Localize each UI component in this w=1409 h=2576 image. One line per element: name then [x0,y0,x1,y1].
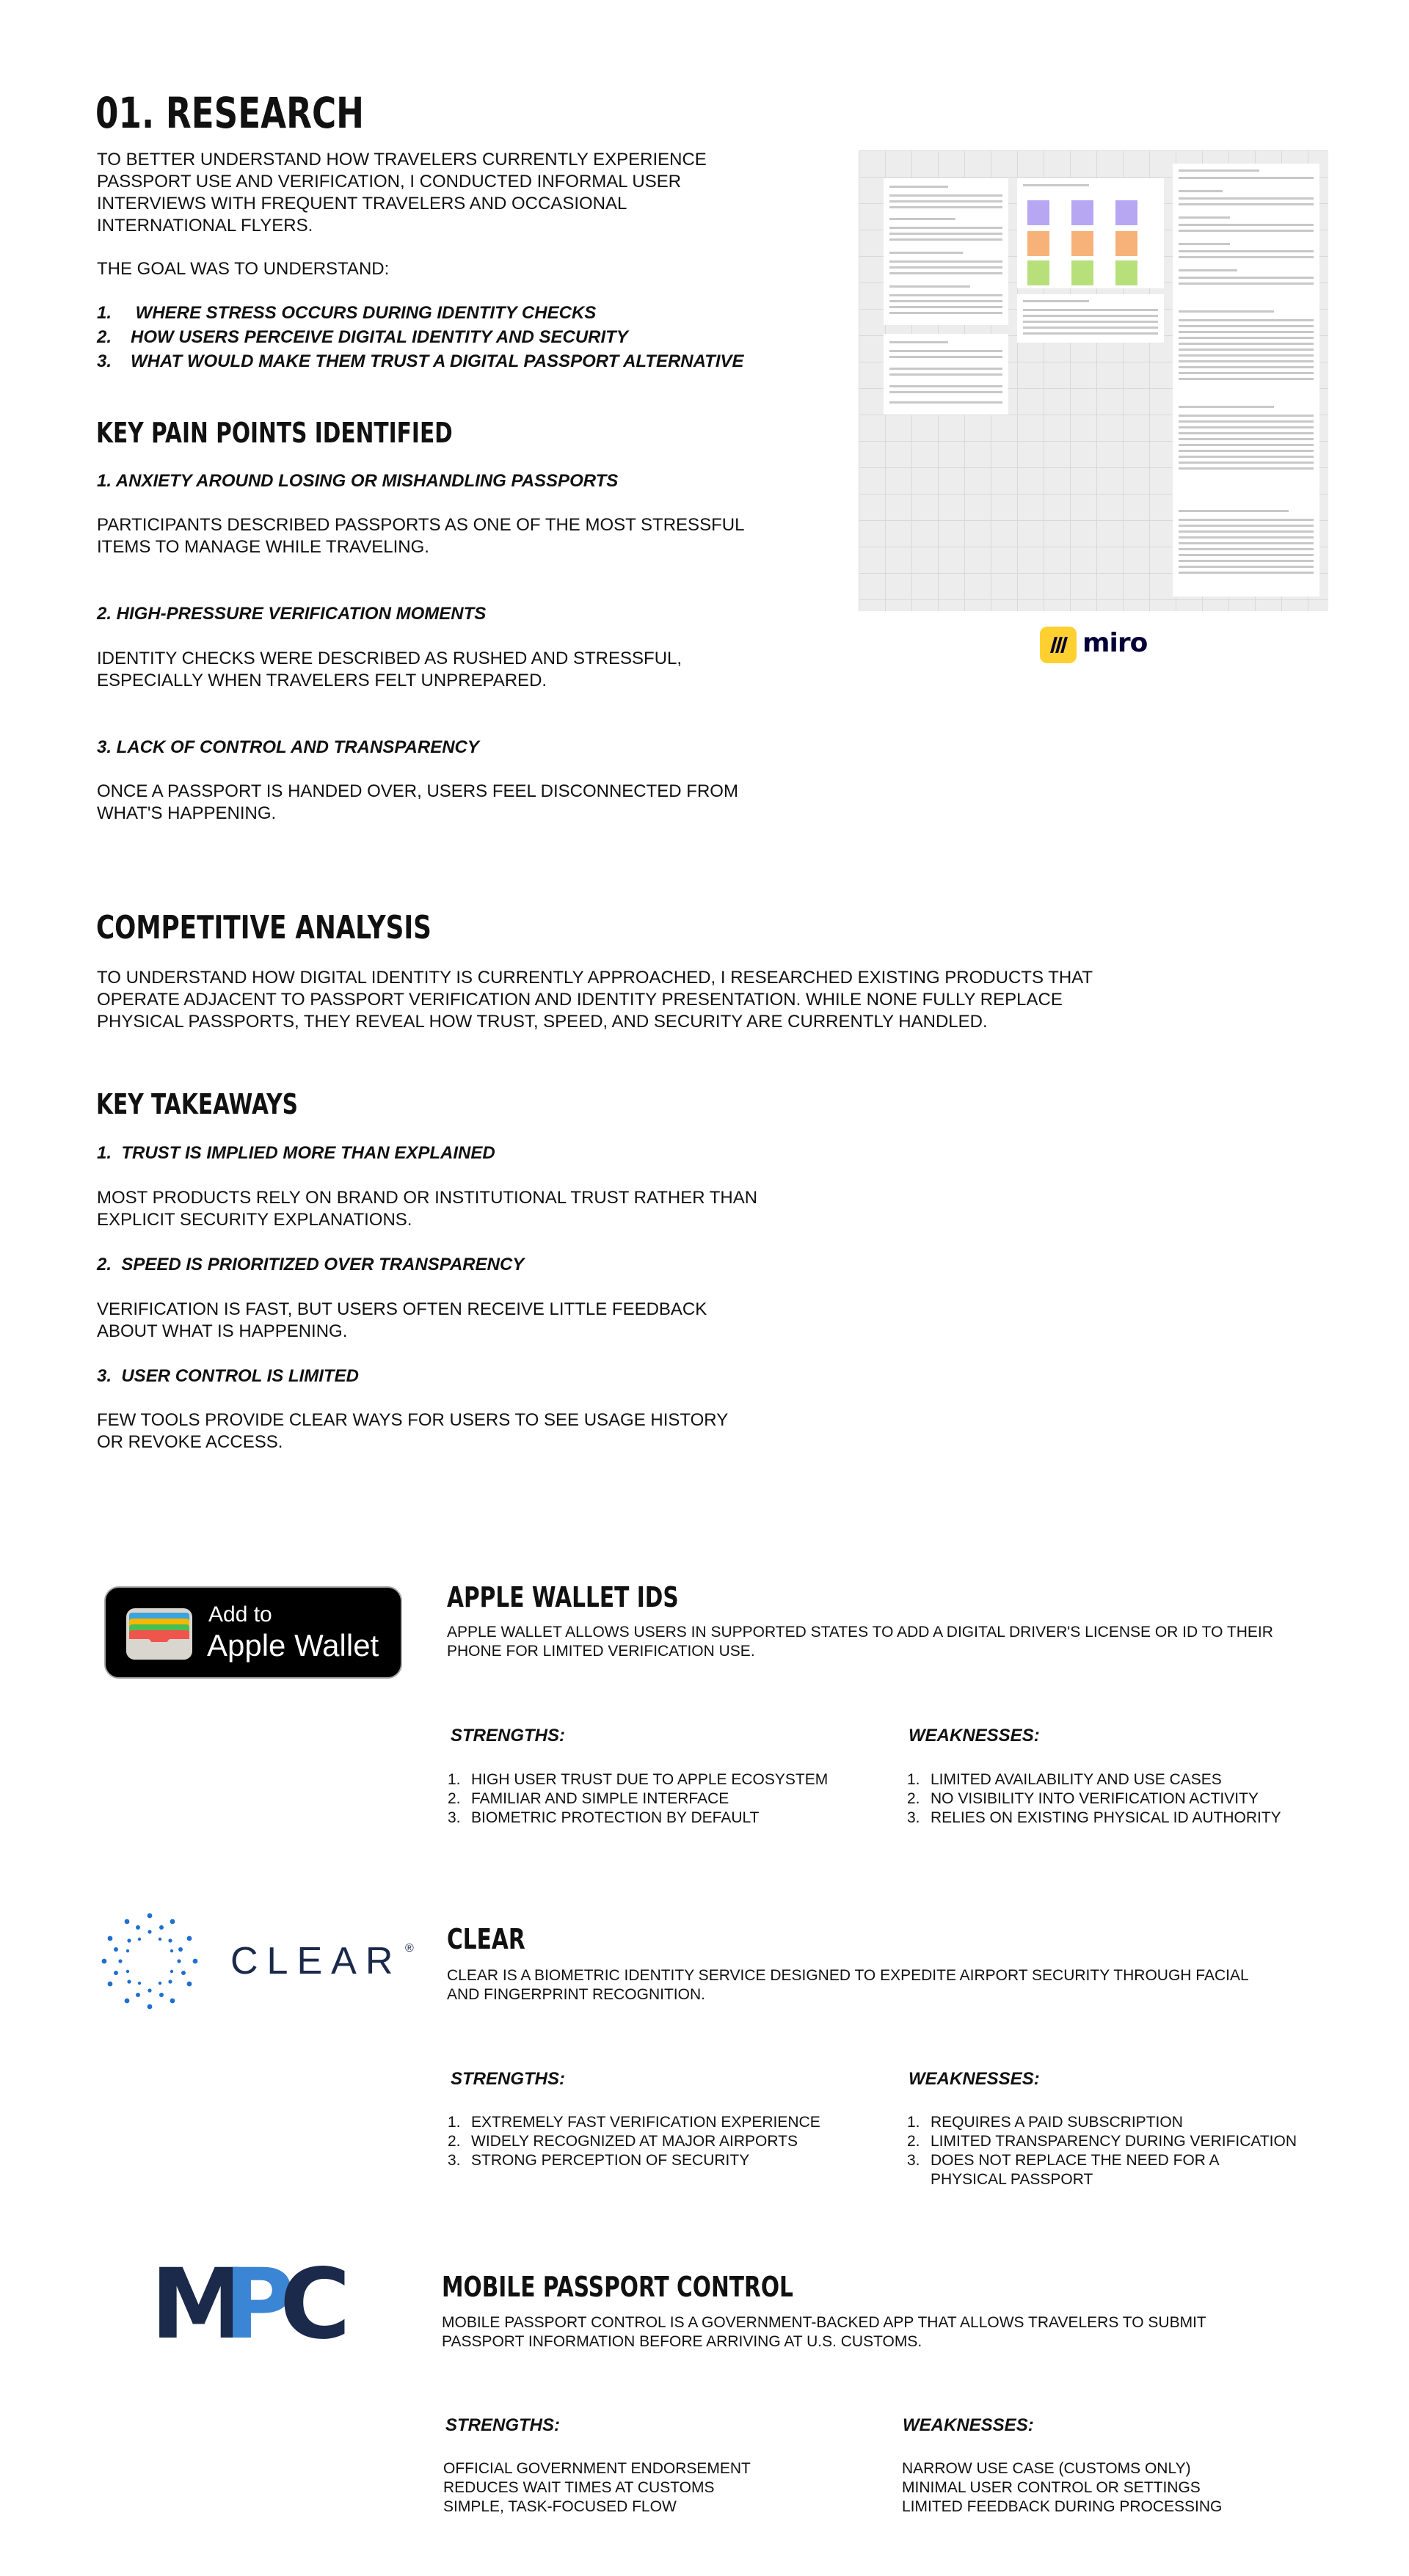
list-item: 3. BIOMETRIC PROTECTION BY DEFAULT [448,1809,760,1826]
board-column [884,334,1008,415]
apple-title: APPLE WALLET IDS [447,1581,679,1613]
takeaway-body: FEW TOOLS PROVIDE CLEAR WAYS FOR USERS TO SEE USAGE HISTORY OR REVOKE ACCESS. [97,1410,729,1452]
clear-strengths-label: STRENGTHS: [451,2069,565,2089]
miro-board-image [859,150,1328,611]
goal-intro: THE GOAL WAS TO UNDERSTAND: [97,259,390,279]
pain-point-body: PARTICIPANTS DESCRIBED PASSPORTS AS ONE OF THE MOST STRESSFUL ITEMS TO MANAGE WHILE TRAVELING. [97,515,745,557]
board-column [1017,294,1164,343]
board-column [1173,164,1319,596]
list-item: 1. EXTREMELY FAST VERIFICATION EXPERIENCE [448,2114,820,2131]
apple-weaknesses-label: WEAKNESSES: [909,1726,1040,1745]
list-item: 2. NO VISIBILITY INTO VERIFICATION ACTIVITY [907,1790,1259,1807]
clear-weaknesses-list [907,2113,1362,2189]
mpc-strengths-list [443,2459,884,2517]
list-item: 1. WHERE STRESS OCCURS DURING IDENTITY CHECKS [97,303,597,323]
miro-icon [1040,627,1077,663]
research-title: 01. RESEARCH [95,88,365,138]
clear-weaknesses-label: WEAKNESSES: [909,2069,1040,2089]
list-item: 2. FAMILIAR AND SIMPLE INTERFACE [448,1790,729,1807]
list-item: 2. WIDELY RECOGNIZED AT MAJOR AIRPORTS [448,2133,798,2150]
badge-large-text: Apple Wallet [207,1628,379,1663]
research-intro: TO BETTER UNDERSTAND HOW TRAVELERS CURRENTLY EXPERIENCE PASSPORT USE AND VERIFICATION, I CONDUCTED INFORMAL USER INTERVIEWS WITH FREQUENT TRAVELERS AND OCCASIONAL INTERNATIONAL FLYERS. [97,150,707,236]
clear-strengths-list [448,2113,888,2170]
takeaways-title: KEY TAKEAWAYS [96,1088,298,1120]
miro-wordmark: miro [1082,628,1148,658]
goal-list [97,301,831,373]
pain-point-heading: 3. LACK OF CONTROL AND TRANSPARENCY [97,737,479,757]
takeaway-body: MOST PRODUCTS RELY ON BRAND OR INSTITUTIONAL TRUST RATHER THAN EXPLICIT SECURITY EXPLANATIONS. [97,1188,758,1230]
mpc-weaknesses-list [902,2459,1357,2517]
competitive-title: COMPETITIVE ANALYSIS [96,909,432,946]
apple-strengths-label: STRENGTHS: [451,1726,565,1745]
list-item: PHYSICAL PASSPORT [931,2171,1093,2188]
list-item: REDUCES WAIT TIMES AT CUSTOMS [443,2479,715,2496]
takeaway-heading: 1. TRUST IS IMPLIED MORE THAN EXPLAINED [97,1143,495,1163]
mpc-logo-c: C [280,2248,351,2361]
list-item: 1. REQUIRES A PAID SUBSCRIPTION [907,2114,1183,2131]
apple-weaknesses-list [907,1770,1347,1828]
clear-wordmark: CLEAR [230,1940,402,1982]
pain-points-title: KEY PAIN POINTS IDENTIFIED [96,417,453,449]
apple-wallet-badge [104,1586,402,1679]
list-item: LIMITED FEEDBACK DURING PROCESSING [902,2498,1223,2515]
pain-point-body: IDENTITY CHECKS WERE DESCRIBED AS RUSHED AND STRESSFUL, ESPECIALLY WHEN TRAVELERS FELT UNPREPARED. [97,649,682,690]
pain-point-body: ONCE A PASSPORT IS HANDED OVER, USERS FEEL DISCONNECTED FROM WHAT'S HAPPENING. [97,781,738,823]
list-item: 3. DOES NOT REPLACE THE NEED FOR A [907,2152,1220,2169]
clear-description: CLEAR IS A BIOMETRIC IDENTITY SERVICE DESIGNED TO EXPEDITE AIRPORT SECURITY THROUGH FACIAL AND FINGERPRINT RECOGNITION. [447,1967,1249,2003]
list-item: 1. LIMITED AVAILABILITY AND USE CASES [907,1771,1222,1788]
list-item: SIMPLE, TASK-FOCUSED FLOW [443,2498,677,2515]
list-item: NARROW USE CASE (CUSTOMS ONLY) [902,2460,1191,2477]
list-item: 2. HOW USERS PERCEIVE DIGITAL IDENTITY AND SECURITY [97,327,628,347]
mpc-strengths-label: STRENGTHS: [445,2415,560,2435]
pain-point-heading: 1. ANXIETY AROUND LOSING OR MISHANDLING PASSPORTS [97,471,619,491]
competitive-intro: TO UNDERSTAND HOW DIGITAL IDENTITY IS CURRENTLY APPROACHED, I RESEARCHED EXISTING PRODUCTS THAT OPERATE ADJACENT TO PASSPORT VERIFICATION AND IDENTITY PRESENTATION. WHILE NONE FULLY REPLACE PHYSICAL PASSPORTS, THEY REVEAL HOW TRUST, SPEED, AND SECURITY ARE CURRENTLY HANDLED. [97,968,1093,1032]
mpc-title: MOBILE PASSPORT CONTROL [442,2271,793,2303]
apple-description: APPLE WALLET ALLOWS USERS IN SUPPORTED STATES TO ADD A DIGITAL DRIVER'S LICENSE OR ID TO THEIR PHONE FOR LIMITED VERIFICATION USE. [447,1624,1273,1660]
list-item: MINIMAL USER CONTROL OR SETTINGS [902,2479,1201,2496]
list-item: 2. LIMITED TRANSPARENCY DURING VERIFICATION [907,2133,1297,2150]
takeaway-heading: 2. SPEED IS PRIORITIZED OVER TRANSPARENCY [97,1255,525,1274]
board-column [884,178,1008,325]
list-item: 3. WHAT WOULD MAKE THEM TRUST A DIGITAL PASSPORT ALTERNATIVE [97,351,744,371]
list-item: 3. STRONG PERCEPTION OF SECURITY [448,2152,750,2169]
board-column [1017,178,1164,288]
badge-small-text: Add to [208,1602,272,1627]
wallet-icon [123,1607,195,1661]
mpc-logo-m: M [150,2248,241,2361]
list-item: 3. RELIES ON EXISTING PHYSICAL ID AUTHORITY [907,1809,1281,1826]
mpc-description: MOBILE PASSPORT CONTROL IS A GOVERNMENT-BACKED APP THAT ALLOWS TRAVELERS TO SUBMIT PASSPORT INFORMATION BEFORE ARRIVING AT U.S. CUSTOMS. [442,2314,1206,2350]
clear-title: CLEAR [447,1923,525,1955]
clear-logo [98,1910,421,2013]
mpc-weaknesses-label: WEAKNESSES: [903,2415,1034,2435]
clear-dots-icon [98,1910,201,2013]
apple-strengths-list [448,1770,888,1828]
registered-mark: ® [405,1942,414,1955]
list-item: OFFICIAL GOVERNMENT ENDORSEMENT [443,2460,751,2477]
mpc-logo [150,2248,371,2361]
pain-point-heading: 2. HIGH-PRESSURE VERIFICATION MOMENTS [97,604,487,624]
takeaway-heading: 3. USER CONTROL IS LIMITED [97,1366,359,1386]
list-item: 1. HIGH USER TRUST DUE TO APPLE ECOSYSTEM [448,1771,829,1788]
mpc-logo-p: P [224,2248,295,2361]
takeaway-body: VERIFICATION IS FAST, BUT USERS OFTEN RECEIVE LITTLE FEEDBACK ABOUT WHAT IS HAPPENING. [97,1299,707,1341]
